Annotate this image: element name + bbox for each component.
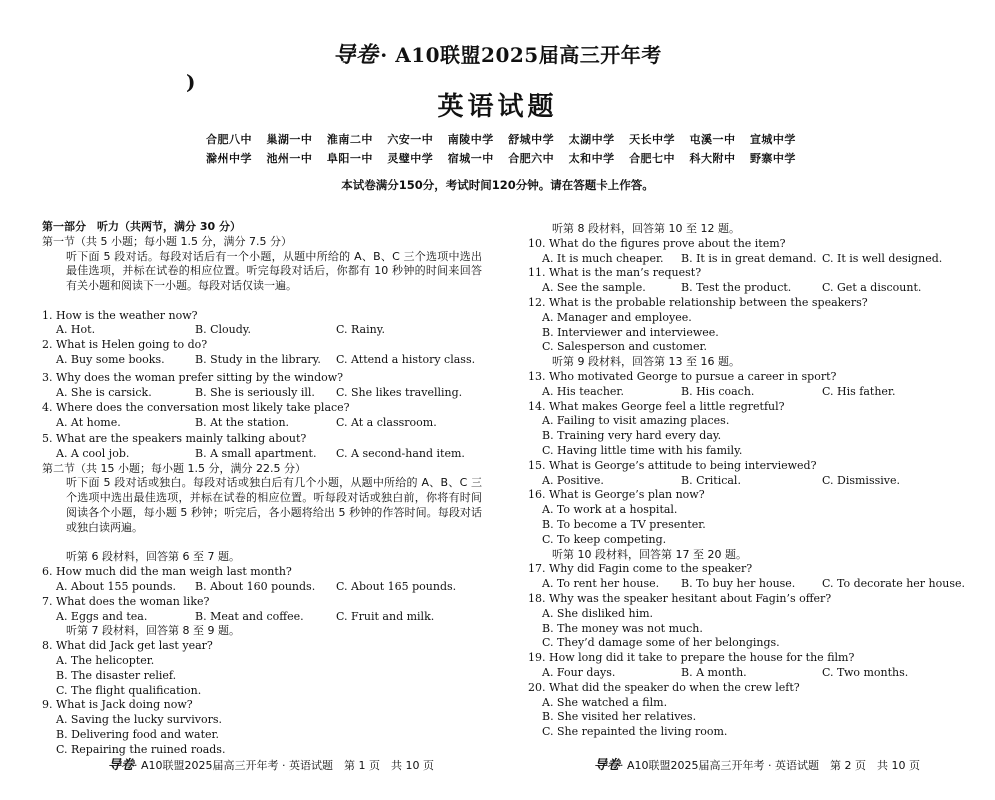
option-c: C. Rainy. — [336, 323, 385, 337]
question-stem: 12. What is the probable relationship between the speakers? — [528, 295, 868, 309]
school-name: 六安一中 — [387, 133, 434, 146]
option-c: C. His father. — [822, 384, 896, 398]
school-name: 太湖中学 — [568, 133, 615, 146]
question-options — [42, 353, 482, 368]
footer-text: · A10联盟2025届高三开年考 · 英语试题 第 1 页 共 10 页 — [134, 759, 434, 772]
school-name: 淮南二中 — [326, 133, 373, 146]
part-heading: 第一部分 听力（共两节，满分 30 分） — [42, 220, 241, 233]
question-stem: 18. Why was the speaker hesitant about Fagin’s offer? — [528, 591, 832, 605]
option-b: B. She visited her relatives. — [542, 710, 697, 724]
question-stem: 3. Why does the woman prefer sitting by the window? — [42, 370, 344, 384]
question-stem: 19. How long did it take to prepare the house for the film? — [528, 651, 855, 665]
section-instructions: 听下面 5 段对话。每段对话后有一个小题，从题中所给的 A、B、C 三个选项中选出最佳选项，并标在试卷的相应位置。听完每段对话后，你都有 10 秒钟的时间来回答有关小题和阅读下一小题。每段对话仅读一遍。 — [66, 249, 482, 293]
question-stem: 6. How much did the man weigh last month? — [42, 565, 292, 579]
option-c: C. To decorate her house. — [822, 577, 965, 591]
option-a: A. She is carsick. — [56, 385, 152, 399]
school-name: 屯溪一中 — [689, 133, 736, 146]
option-b: B. About 160 pounds. — [195, 579, 316, 593]
brand-logo: 导卷 — [108, 758, 135, 773]
binding-mark: ) — [186, 70, 196, 94]
option-b: B. The money was not much. — [542, 621, 703, 635]
option-b: B. Meat and coffee. — [195, 609, 304, 623]
option-a: A. Four days. — [542, 665, 616, 679]
exam-notice: 本试卷满分150分，考试时间120分钟。请在答题卡上作答。 — [341, 178, 654, 192]
option-a: A. Positive. — [542, 473, 604, 487]
school-name: 合肥六中 — [508, 152, 555, 165]
question-options — [42, 386, 482, 401]
page-footer-left — [108, 754, 434, 773]
school-name: 滁州中学 — [206, 152, 252, 165]
question-stem: 2. What is Helen going to do? — [42, 338, 208, 352]
school-name: 池州一中 — [266, 152, 313, 165]
option-b: B. The disaster relief. — [56, 668, 177, 682]
option-a: A. See the sample. — [542, 281, 646, 295]
question-stem: 15. What is George’s attitude to being interviewed? — [528, 458, 817, 472]
material-heading: 听第 8 段材料，回答第 10 至 12 题。 — [552, 222, 740, 235]
option-a: A. She disliked him. — [542, 606, 654, 620]
question-options — [528, 666, 968, 681]
footer-text: · A10联盟2025届高三开年考 · 英语试题 第 2 页 共 10 页 — [620, 759, 920, 772]
option-c: C. About 165 pounds. — [336, 579, 457, 593]
question-options — [42, 323, 482, 338]
option-a: A. Failing to visit amazing places. — [542, 414, 730, 428]
option-c: C. They’d damage some of her belongings. — [542, 636, 780, 650]
school-name: 合肥七中 — [629, 152, 676, 165]
option-a: A. A cool job. — [56, 446, 130, 460]
question-stem: 10. What do the figures prove about the item? — [528, 236, 786, 250]
brand-logo: 导卷 — [333, 42, 379, 68]
option-a: A. To rent her house. — [542, 577, 660, 591]
question-options — [528, 474, 968, 489]
question-stem: 14. What makes George feel a little regretful? — [528, 399, 785, 413]
question-stem: 13. Who motivated George to pursue a career in sport? — [528, 369, 837, 383]
question-stem: 1. How is the weather now? — [42, 308, 198, 322]
school-name: 宣城中学 — [749, 133, 796, 146]
option-b: B. His coach. — [681, 384, 755, 398]
school-name: 巢湖一中 — [266, 133, 313, 146]
option-a: A. His teacher. — [542, 384, 624, 398]
section-heading: 第一节（共 5 小题；每小题 1.5 分，满分 7.5 分） — [42, 234, 292, 248]
material-heading: 听第 7 段材料，回答第 8 至 9 题。 — [66, 624, 240, 638]
question-options — [42, 447, 482, 462]
option-b: B. A small apartment. — [195, 446, 317, 460]
schools-row-2 — [206, 150, 796, 166]
option-c: C. She repainted the living room. — [542, 725, 728, 739]
option-c: C. It is well designed. — [822, 251, 943, 265]
question-stem: 7. What does the woman like? — [42, 594, 210, 608]
section-instructions: 听下面 5 段对话或独白。每段对话或独白后有几个小题，从题中所给的 A、B、C 三个选项中选出最佳选项，并标在试卷的相应位置。听每段对话或独白前，你将有时间阅读各个小题，每小题 5 秒钟；听完后，各小题将给出 5 秒钟的作答时间。每段对话或独白读两遍。 — [66, 476, 482, 534]
question-stem: 5. What are the speakers mainly talking about? — [42, 431, 307, 445]
option-a: A. Eggs and tea. — [56, 609, 148, 623]
option-a: A. Saving the lucky survivors. — [56, 713, 222, 727]
question-options — [42, 610, 482, 625]
school-name: 科大附中 — [689, 152, 736, 165]
question-stem: 17. Why did Fagin come to the speaker? — [528, 562, 753, 576]
option-c: C. Fruit and milk. — [336, 609, 435, 623]
school-name: 天长中学 — [629, 133, 676, 146]
material-heading: 听第 9 段材料，回答第 13 至 16 题。 — [552, 355, 740, 369]
option-c: C. Get a discount. — [822, 281, 922, 295]
school-name: 野寨中学 — [749, 152, 796, 165]
school-name: 灵璧中学 — [387, 152, 434, 165]
option-b: B. A month. — [681, 665, 747, 679]
option-a: A. She watched a film. — [542, 695, 668, 709]
page-footer-right — [594, 754, 920, 773]
option-b: B. Delivering food and water. — [56, 727, 220, 741]
school-name: 合肥八中 — [206, 133, 252, 146]
exam-title — [0, 38, 995, 69]
question-options — [528, 252, 968, 267]
option-b: B. It is in great demand. — [681, 251, 817, 265]
option-c: C. To keep competing. — [542, 532, 667, 546]
question-stem: 11. What is the man’s request? — [528, 266, 702, 280]
option-a: A. It is much cheaper. — [542, 251, 664, 265]
option-b: B. Cloudy. — [195, 323, 252, 337]
option-a: A. To work at a hospital. — [542, 503, 678, 517]
option-c: C. Dismissive. — [822, 473, 900, 487]
right-column — [528, 222, 968, 740]
school-name: 舒城中学 — [508, 133, 555, 146]
school-name: 南陵中学 — [447, 133, 494, 146]
option-c: C. She likes travelling. — [336, 385, 463, 399]
exam-title-text: · A10联盟2025届高三开年考 — [380, 43, 662, 67]
option-a: A. Manager and employee. — [542, 310, 692, 324]
brand-logo: 导卷 — [594, 758, 621, 773]
option-c: C. Two months. — [822, 665, 909, 679]
option-a: A. About 155 pounds. — [56, 579, 177, 593]
option-c: C. Having little time with his family. — [542, 443, 743, 457]
option-b: B. Interviewer and interviewee. — [542, 325, 719, 339]
option-c: C. The flight qualification. — [56, 683, 202, 697]
question-options — [42, 416, 482, 431]
material-heading: 听第 6 段材料，回答第 6 至 7 题。 — [66, 550, 240, 564]
option-a: A. At home. — [56, 416, 121, 430]
option-b: B. At the station. — [195, 416, 290, 430]
section-heading: 第二节（共 15 小题；每小题 1.5 分，满分 22.5 分） — [42, 461, 306, 475]
question-stem: 9. What is Jack doing now? — [42, 698, 193, 712]
option-b: B. She is seriously ill. — [195, 385, 315, 399]
school-name: 太和中学 — [568, 152, 615, 165]
option-c: C. Salesperson and customer. — [542, 340, 708, 354]
schools-row-1 — [206, 131, 796, 147]
option-c: C. A second-hand item. — [336, 446, 465, 460]
question-stem: 4. Where does the conversation most likely take place? — [42, 401, 350, 415]
option-a: A. Hot. — [56, 323, 96, 337]
question-stem: 20. What did the speaker do when the crew left? — [528, 680, 800, 694]
option-c: C. Attend a history class. — [336, 352, 476, 366]
option-a: A. Buy some books. — [56, 352, 165, 366]
option-a: A. The helicopter. — [56, 653, 155, 667]
school-name: 宿城一中 — [447, 152, 494, 165]
option-c: C. Repairing the ruined roads. — [56, 742, 226, 756]
option-b: B. Study in the library. — [195, 352, 321, 366]
option-b: B. To buy her house. — [681, 577, 796, 591]
question-options — [42, 580, 482, 595]
question-options — [528, 385, 968, 400]
question-options — [528, 281, 968, 296]
question-stem: 8. What did Jack get last year? — [42, 639, 213, 653]
option-b: B. To become a TV presenter. — [542, 517, 706, 531]
option-b: B. Critical. — [681, 473, 741, 487]
left-column — [42, 220, 482, 758]
question-stem: 16. What is George’s plan now? — [528, 488, 705, 502]
option-b: B. Test the product. — [681, 281, 792, 295]
question-options — [528, 577, 968, 592]
material-heading: 听第 10 段材料，回答第 17 至 20 题。 — [552, 547, 747, 561]
school-name: 阜阳一中 — [326, 152, 373, 165]
option-b: B. Training very hard every day. — [542, 429, 722, 443]
subject-title: 英语试题 — [437, 92, 558, 122]
option-c: C. At a classroom. — [336, 416, 437, 430]
